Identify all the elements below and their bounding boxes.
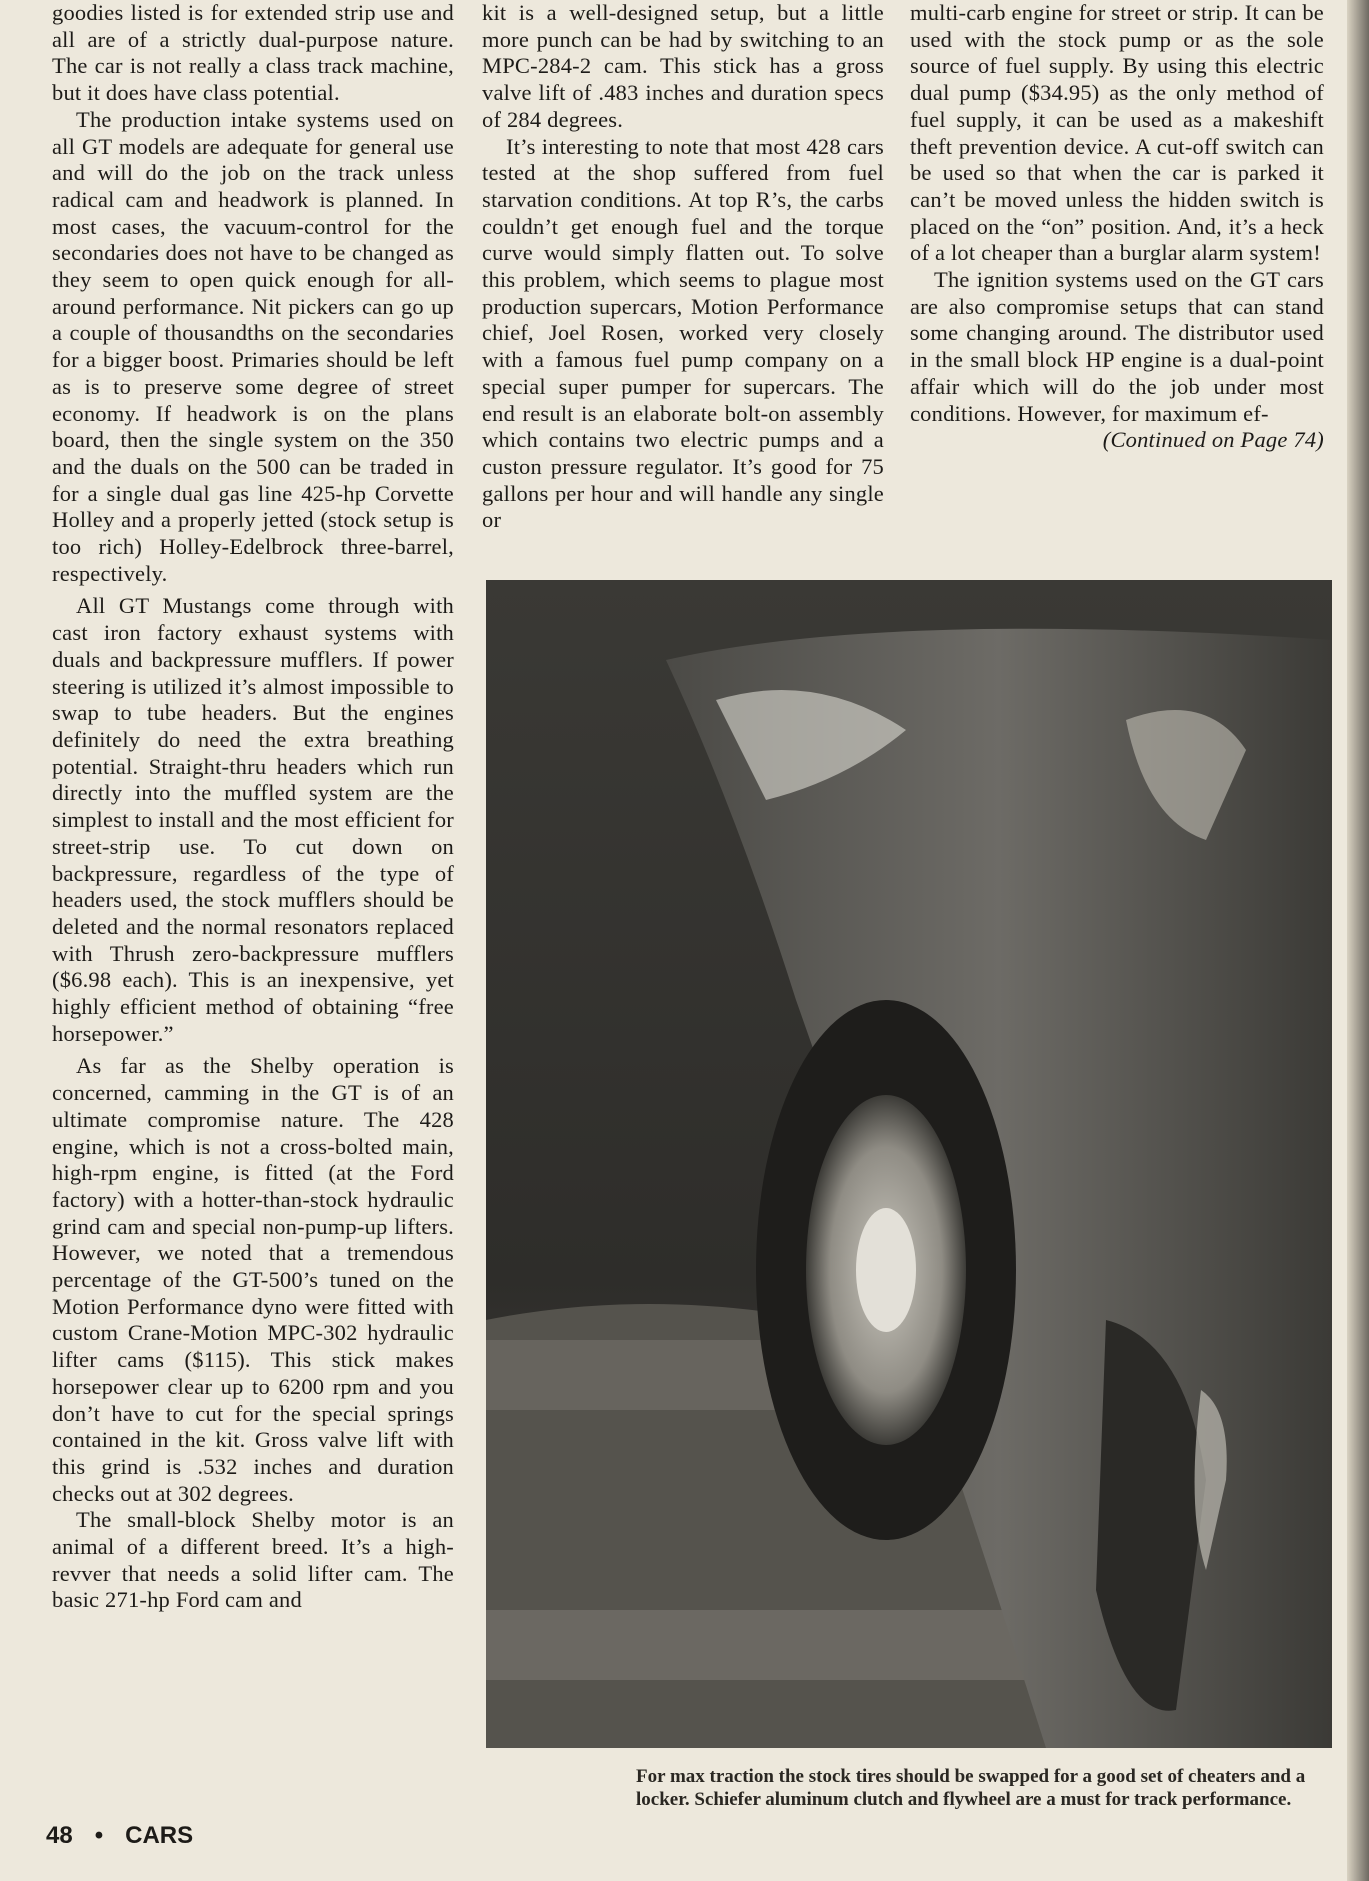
article-column-3 <box>910 0 1324 454</box>
car-photo-illustration <box>486 580 1332 1748</box>
paragraph: The small-block Shelby motor is an animal of a different breed. It’s a high-revver that needs a solid lifter cam. The basic 271-hp Ford cam and <box>52 1507 454 1613</box>
paragraph: multi-carb engine for street or strip. It can be used with the stock pump or as the sole source of fuel supply. By using this electric dual pump ($34.95) as the only method of fuel supply, it can be used as a makeshift theft prevention device. A cut-off switch can be used so that when the car is parked it can’t be moved unless the hidden switch is placed on the “on” position. And, it’s a heck of a lot cheaper than a burglar alarm system! <box>910 0 1324 266</box>
paragraph: goodies listed is for extended strip use and all are of a strictly dual-purpose nature. The car is not really a class track machine, but it does have class potential. <box>52 0 454 106</box>
page-number: 48 <box>46 1822 73 1849</box>
paragraph: All GT Mustangs come through with cast iron factory exhaust systems with duals and backpressure mufflers. If power steering is utilized it’s almost impossible to swap to tube headers. But the engines definitely do need the extra breathing potential. Straight-thru headers which run directly into the muffled system are the simplest to install and the most efficient for street-strip use. To cut down on backpressure, regardless of the type of headers used, the stock mufflers should be deleted and the normal resonators replaced with Thrush zero-backpressure mufflers ($6.98 each). This is an inexpensive, yet highly efficient method of obtaining “free horsepower.” <box>52 593 454 1046</box>
page-footer <box>46 1822 193 1850</box>
article-column-2 <box>482 0 884 534</box>
magazine-name: CARS <box>125 1822 194 1849</box>
paragraph: kit is a well-designed setup, but a little more punch can be had by switching to an MPC-284-2 cam. This stick has a gross valve lift of .483 inches and duration specs of 284 degrees. <box>482 0 884 132</box>
article-column-1 <box>52 0 454 1614</box>
paragraph: It’s interesting to note that most 428 cars tested at the shop suffered from fuel starvation conditions. At top R’s, the carbs couldn’t get enough fuel and the torque curve would simply flatten out. To solve this problem, which seems to plague most production supercars, Motion Performance chief, Joel Rosen, worked very closely with a famous fuel pump company on a special super pumper for supercars. The end result is an elaborate bolt-on assembly which contains two electric pumps and a custon pressure regulator. It’s good for 75 gallons per hour and will handle any single or <box>482 133 884 533</box>
page-edge-shadow <box>1347 0 1369 1881</box>
paragraph: The ignition systems used on the GT cars are also compromise setups that can stand some changing around. The distributor used in the small block HP engine is a dual-point affair which will do the job under most conditions. However, for maximum ef- <box>910 267 1324 426</box>
paragraph: As far as the Shelby operation is concerned, camming in the GT is of an ultimate compromise nature. The 428 engine, which is not a cross-bolted main, high-rpm engine, is fitted (at the Ford factory) with a hotter-than-stock hydraulic grind cam and special non-pump-up lifters. However, we noted that a tremendous percentage of the GT-500’s tuned on the Motion Performance dyno were fitted with custom Crane-Motion MPC-302 hydraulic lifter cams ($115). This stick makes horsepower clear up to 6200 rpm and you don’t have to cut for the special springs contained in the kit. Gross valve lift with this grind is .532 inches and duration checks out at 302 degrees. <box>52 1053 454 1506</box>
car-dyno-photo <box>486 580 1332 1748</box>
footer-bullet: • <box>94 1822 104 1849</box>
paragraph: The production intake systems used on all GT models are adequate for general use and will do the job on the track unless radical cam and headwork is planned. In most cases, the vacuum-control for the secondaries does not have to be changed as they seem to open quick enough for all-around performance. Nit pickers can go up a couple of thousandths on the secondaries for a bigger boost. Primaries should be left as is to preserve some degree of street economy. If headwork is on the plans board, then the single system on the 350 and the duals on the 500 can be traded in for a single dual gas line 425-hp Corvette Holley and a properly jetted (stock setup is too rich) Holley-Edelbrock three-barrel, respectively. <box>52 106 454 586</box>
continued-note: (Continued on Page 74) <box>1102 427 1324 453</box>
photo-caption: For max traction the stock tires should be swapped for a good set of cheaters and a locker. Schiefer aluminum clutch and flywheel are a must for track performance. <box>636 1766 1306 1810</box>
